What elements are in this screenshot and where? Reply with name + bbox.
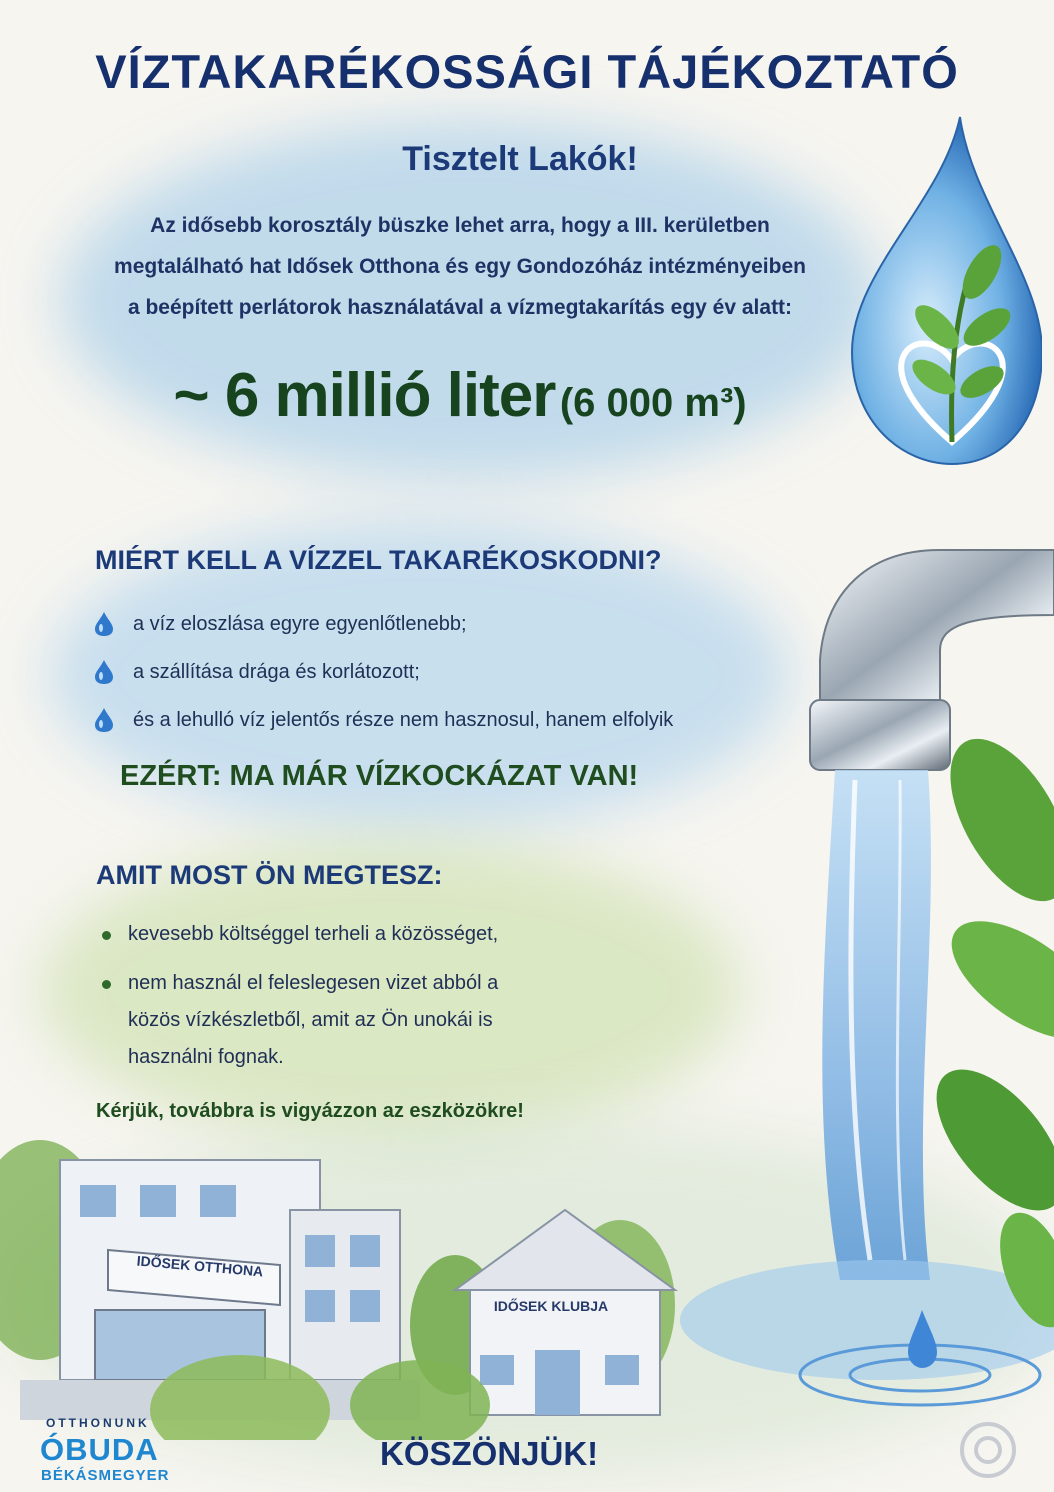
intro-line: a beépített perlátorok használatával a vízmegtakarítás egy év alatt: [127,296,793,319]
request-text: Kérjük, továbbra is vigyázzon az eszközökre! [96,1100,524,1122]
sign-idosek-otthona: IDŐSEK OTTHONA [136,1252,264,1280]
intro-line: Az idősebb korosztály büszke lehet arra, hogy a III. kerületben [150,214,770,237]
logo-name: ÓBUDA [40,1432,159,1467]
why-item-text: és a lehulló víz jelentős része nem hasznosul, hanem elfolyik [133,708,674,731]
list-item [93,648,673,696]
savings-figure [60,360,860,431]
bullet-drop-icon [93,659,115,685]
logo-tagline: OTTHONUNK [46,1416,150,1430]
why-item-text: a víz eloszlása egyre egyenlőtlenebb; [133,612,467,635]
logo-subtitle: BÉKÁSMEGYER [41,1467,170,1484]
sign-idosek-klubja: IDŐSEK KLUBJA [493,1298,609,1314]
list-item: kevesebb költséggel terheli a közösséget, [100,916,660,953]
water-drop-icon [842,112,1042,472]
intro-line: megtalálható hat Idősek Otthona és egy Gondozóház intézményeiben [114,255,806,278]
page-title: VÍZTAKARÉKOSSÁGI TÁJÉKOZTATÓ [95,45,959,98]
savings-main: ~ 6 millió liter [173,361,556,430]
why-item-text: a szállítása drága és korlátozott; [133,660,420,683]
action-heading: AMIT MOST ÖN MEGTESZ: [96,860,443,890]
greeting: Tisztelt Lakók! [402,140,638,178]
bullet-drop-icon [93,707,115,733]
action-list [100,916,660,1088]
watermark-icon [956,1418,1020,1482]
faucet-icon [640,520,1054,1420]
why-list [93,600,673,744]
risk-statement: EZÉRT: MA MÁR VÍZKOCKÁZAT VAN! [120,760,639,792]
thanks-text: KÖSZÖNJÜK! [380,1435,599,1472]
buildings-illustration [0,1140,680,1440]
list-item [93,696,673,744]
list-item [93,600,673,648]
savings-sub: (6 000 m³) [559,381,747,425]
intro-text [60,205,860,328]
list-item: nem használ el feleslegesen vizet abból a közös vízkészletből, amit az Ön unokái is használni fognak. [100,965,528,1076]
why-heading: MIÉRT KELL A VÍZZEL TAKARÉKOSKODNI? [95,545,662,575]
bullet-drop-icon [93,611,115,637]
